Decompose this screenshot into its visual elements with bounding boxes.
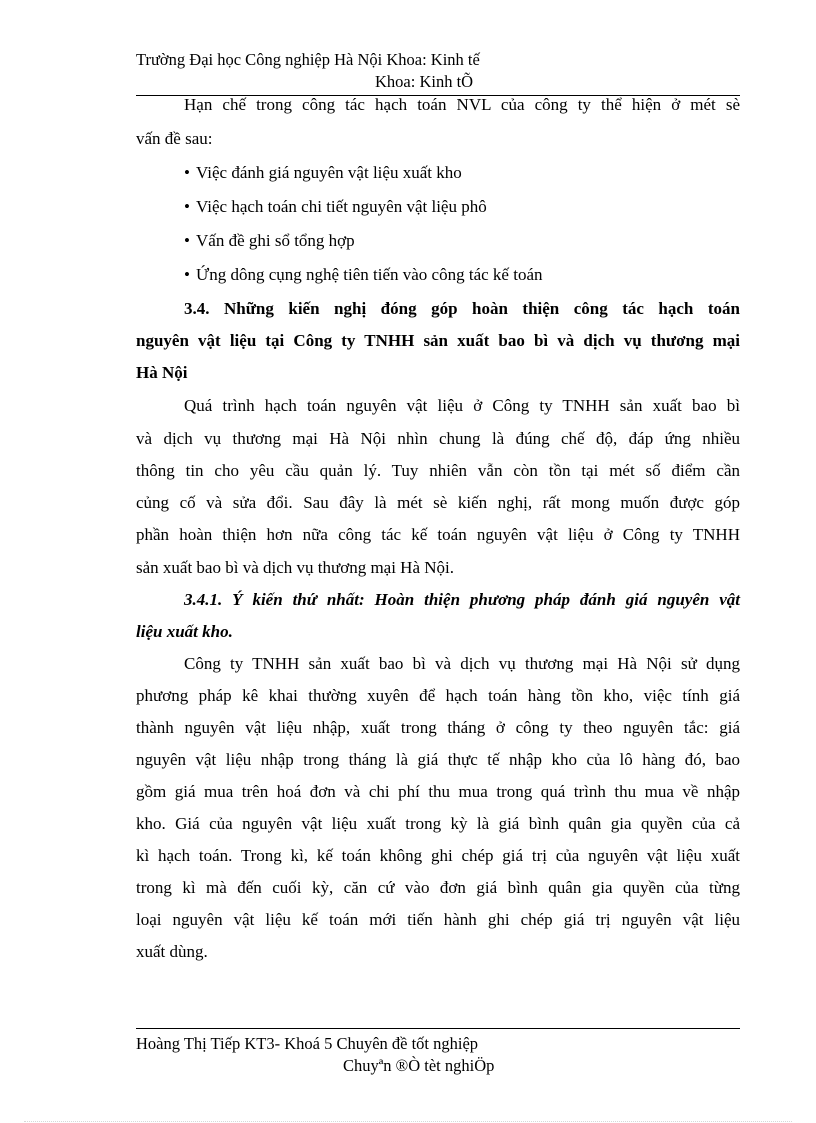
section-heading-line: Hà Nội <box>136 363 188 382</box>
section-heading-line: nguyên vật liệu tại Công ty TNHH sản xuất bao bì và dịch vụ thương mại <box>136 331 740 350</box>
subsection-heading-line: 3.4.1. Ý kiến thứ nhất: Hoàn thiện phương pháp đánh giá nguyên vật <box>184 590 740 609</box>
paragraph-line: thành nguyên vật liệu nhập, xuất trong tháng ở công ty theo nguyên tắc: giá <box>136 718 740 737</box>
bullet-item <box>184 264 542 286</box>
footer-rule <box>136 1028 740 1029</box>
header-institution: Trường Đại học Công nghiệp Hà Nội Khoa: Kinh tế <box>136 50 480 69</box>
paragraph-line: xuất dùng. <box>136 942 208 961</box>
paragraph-line: thông tin cho yêu cầu quản lý. Tuy nhiên vẫn còn tồn tại mét số điểm cần <box>136 461 740 480</box>
bullet-item <box>184 230 355 252</box>
bullet-icon: • <box>184 265 190 284</box>
bullet-icon: • <box>184 163 190 182</box>
bullet-text: Ứng dông cụng nghệ tiên tiến vào công tác kế toán <box>196 265 543 284</box>
paragraph-line: kho. Giá của nguyên vật liệu xuất trong kỳ là giá bình quân gia quyền của cả <box>136 814 740 833</box>
bullet-text: Việc đánh giá nguyên vật liệu xuất kho <box>196 163 462 182</box>
footer-document-type: Chuyªn ®Ò tèt nghiÖp <box>343 1056 495 1075</box>
paragraph-line: phương pháp kê khai thường xuyên để hạch toán hàng tồn kho, việc tính giá <box>136 686 740 705</box>
bullet-text: Việc hạch toán chi tiết nguyên vật liệu phô <box>196 197 487 216</box>
paragraph-line: nguyên vật liệu nhập trong tháng là giá thực tế nhập kho của lô hàng đó, bao <box>136 750 740 769</box>
paragraph-line: gồm giá mua trên hoá đơn và chi phí thu mua trong quá trình thu mua về nhập <box>136 782 740 801</box>
intro-line: Hạn chế trong công tác hạch toán NVL của công ty thể hiện ở mét sè <box>184 95 740 114</box>
paragraph-line: và dịch vụ thương mại Hà Nội nhìn chung là đúng chế độ, đáp ứng nhiều <box>136 429 740 448</box>
header-faculty: Khoa: Kinh tÕ <box>375 72 474 91</box>
section-heading-line: 3.4. Những kiến nghị đóng góp hoàn thiện công tác hạch toán <box>184 299 740 318</box>
bullet-icon: • <box>184 197 190 216</box>
footer-author: Hoàng Thị Tiếp KT3- Khoá 5 Chuyên đề tốt nghiệp <box>136 1034 479 1053</box>
bullet-item <box>184 196 487 218</box>
bullet-item <box>184 162 462 184</box>
paragraph-line: Công ty TNHH sản xuất bao bì và dịch vụ thương mại Hà Nội sử dụng <box>184 654 740 673</box>
subsection-heading-line: liệu xuất kho. <box>136 622 233 641</box>
bullet-icon: • <box>184 231 190 250</box>
paragraph-line: phần hoàn thiện hơn nữa công tác kế toán nguyên vật liệu ở Công ty TNHH <box>136 525 740 544</box>
paragraph-line: sản xuất bao bì và dịch vụ thương mại Hà Nội. <box>136 558 455 577</box>
intro-line: vấn đề sau: <box>136 129 213 148</box>
page-edge-divider <box>24 1121 792 1122</box>
paragraph-line: Quá trình hạch toán nguyên vật liệu ở Công ty TNHH sản xuất bao bì <box>184 396 740 415</box>
paragraph-line: kì hạch toán. Trong kì, kế toán không ghi chép giá trị của nguyên vật liệu xuất <box>136 846 740 865</box>
bullet-text: Vấn đề ghi sổ tổng hợp <box>196 231 355 250</box>
paragraph-line: củng cố và sửa đổi. Sau đây là mét sè kiến nghị, rất mong muốn được góp <box>136 493 740 512</box>
paragraph-line: loại nguyên vật liệu kế toán mới tiến hành ghi chép giá trị nguyên vật liệu <box>136 910 740 929</box>
paragraph-line: trong kì mà đến cuối kỳ, căn cứ vào đơn giá bình quân gia quyền của từng <box>136 878 740 897</box>
